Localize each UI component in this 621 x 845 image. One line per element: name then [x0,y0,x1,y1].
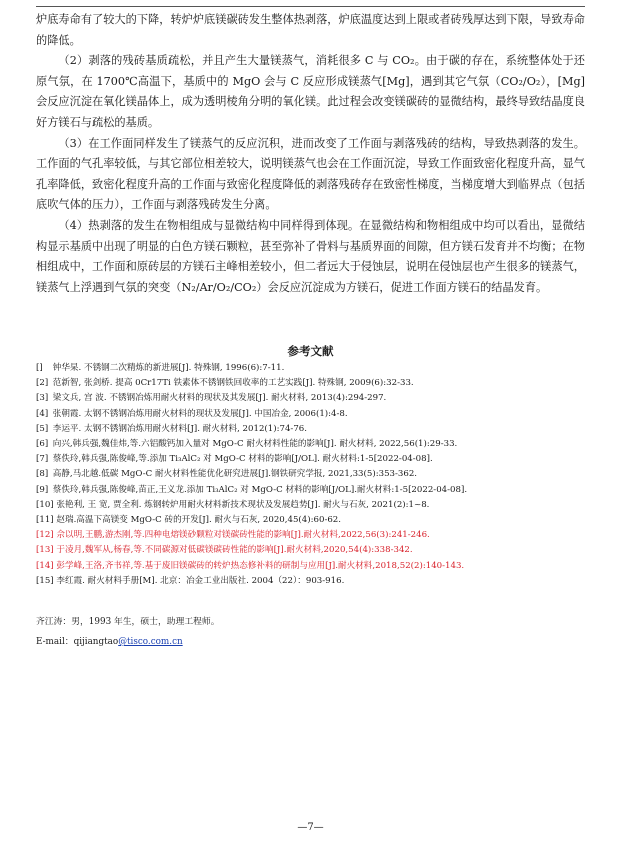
reference-text: 蔡佚玲,韩兵强,陈俊峰,等.添加 Ti₃AlC₂ 对 MgO-C 材料的影响[J/OL]. 耐火材料:1-5[2022-04-08]. [52,454,433,465]
email-domain-link[interactable]: @tisco.com.cn [118,637,183,647]
reference-number: [14] [36,560,54,571]
reference-text: 彭学峰,王洛,齐书祥,等.基于废旧镁碳砖的转炉热态修补料的研制与应用[J].耐火材料,2018,52(2):140-143. [56,560,465,571]
reference-text: 张朝霞. 太钢不锈钢冶炼用耐火材料的现状及发展[J]. 中国冶金, 2006(1):4-8. [52,408,348,419]
reference-text: 于凌月,魏军从,杨春,等.不同碳源对低碳镁碳砖性能的影响[J].耐火材料,2020,54(4):338-342. [56,545,413,556]
references-title: 参考文献 [287,344,334,358]
paragraph-3: （4）热剥落的发生在物相组成与显微结构中同样得到体现。在显微结构和物相组成中均可以看出，显微结构显示基质中出现了明显的白色方镁石颗粒，甚至弥补了骨料与基质界面的间隙，但方镁石发育并不均衡；在物相组成中，工作面和原砖层的方镁石主峰相差较小，但二者远大于侵蚀层，说明在侵蚀层也产生很多的镁蒸气，镁蒸气上浮遇到气氛的突变（N₂/Ar/O₂/CO₂）会反应沉淀成为方镁石，促进工作面方镁石的结晶发育。 [36,218,585,294]
reference-text: 钟华杲. 不锈钢二次精炼的新进展[J]. 特殊钢, 1996(6):7-11. [52,363,285,373]
reference-number: [2] [36,378,49,389]
reference-item [36,376,596,391]
reference-item [36,483,596,498]
reference-item [36,513,596,528]
reference-text: 张艳利, 王 宽, 贾全利. 炼钢转炉用耐火材料新技术现状及发展趋势[J]. 耐火与石灰, 2021(2):1~8. [56,499,430,510]
reference-number: [11] [36,515,54,526]
reference-text: 蔡佚玲,韩兵强,陈俊峰,苗正,王义龙.添加 Ti₃AlC₂ 对 MgO-C 材料的影响[J/OL].耐火材料:1-5[2022-04-08]. [52,484,468,495]
reference-item [36,574,596,589]
reference-item [36,467,596,482]
top-rule [36,6,585,7]
reference-item [36,361,596,376]
reference-number: [8] [36,469,49,480]
reference-text: 向兴,韩兵强,魏佳炜,等.六铝酸钙加入量对 MgO-C 耐火材料性能的影响[J]. 耐火材料, 2022,56(1):29-33. [52,439,458,450]
reference-number: [7] [36,454,49,465]
reference-item [36,422,596,437]
reference-number: [13] [36,545,54,556]
email-user: qijiangtao [73,637,119,647]
reference-text: 佘以明,王鹏,游杰刚,等.四种电熔镁砂颗粒对镁碳砖性能的影响[J].耐火材料,2022,56(3):241-246. [56,530,430,541]
reference-item [36,452,596,467]
reference-item [36,559,596,574]
paragraph-2: （3）在工作面同样发生了镁蒸气的反应沉积，进而改变了工作面与剥落残砖的结构，导致热剥落的发生。工作面的气孔率较低，与其它部位相差较大，说明镁蒸气也会在工作面沉淀，导致工作面致密化程度升高，显气孔率降低，致密化程度升高的工作面与致密化程度降低的剥落残砖存在致密性梯度，当梯度增大到临界点（包括底吹气体的压力），工作面与剥落残砖发生分离。 [36,136,585,212]
author-email [36,632,585,652]
reference-number: [4] [36,408,49,419]
author-info [36,612,585,652]
paragraph-0: 炉底寿命有了较大的下降，转炉炉底镁碳砖发生整体热剥落，炉底温度达到上限或者砖残厚达到下限，导致寿命的降低。 [36,13,585,47]
reference-number: [12] [36,530,54,541]
reference-number: [6] [36,439,49,450]
reference-item [36,543,596,558]
reference-text: 李运平. 太钢不锈钢冶炼用耐火材料[J]. 耐火材料, 2012(1):74-76. [52,423,308,434]
reference-text: 梁文兵, 宫 波. 不锈钢冶炼用耐火材料的现状及其发展[J]. 耐火材料, 2013(4):294-297. [52,393,387,404]
reference-text: 高静,马北越.低碳 MgO-C 耐火材料性能优化研究进展[J].钢铁研究学报, 2021,33(5):353-362. [52,469,418,480]
reference-item [36,407,596,422]
reference-text: 范新智, 张剑桥. 提高 0Cr17Ti 铁素体不锈钢铁回收率的工艺实践[J]. 特殊钢, 2009(6):32-33. [52,378,414,389]
reference-item [36,437,596,452]
paragraph-1: （2）剥落的残砖基质疏松，并且产生大量镁蒸气，消耗很多 C 与 CO₂。由于碳的存在，系统整体处于还原气氛，在 1700℃高温下，基质中的 MgO 会与 C 反应形成镁蒸气[Mg]，遇到其它气氛（CO₂/O₂），[Mg]会反应沉淀在氧化镁晶体上，成为透明棱角分明的氧化镁。此过程会改变镁碳砖的显微结构，最终导致结晶度良好方镁石与疏松的基质。 [36,54,585,129]
page-number: —7— [297,822,324,833]
reference-number: [15] [36,575,54,586]
reference-number: [3] [36,393,49,404]
reference-text: 赵瑞.高温下高镁变 MgO-C 砖的开发[J]. 耐火与石灰, 2020,45(4):60-62. [56,515,342,526]
reference-item [36,528,596,543]
reference-number: [5] [36,423,49,434]
reference-number: [] [36,363,43,373]
reference-item [36,391,596,406]
body-text [36,10,585,298]
email-label: E-mail： [36,637,74,647]
references-list [36,361,596,589]
reference-number: [9] [36,484,49,495]
reference-text: 李红霞. 耐火材料手册[M]. 北京：冶金工业出版社. 2004（22）：903-916. [56,575,345,586]
author-bio: 齐江涛：男，1993 年生，硕士，助理工程师。 [36,617,220,627]
reference-item [36,498,596,513]
reference-number: [10] [36,499,54,510]
